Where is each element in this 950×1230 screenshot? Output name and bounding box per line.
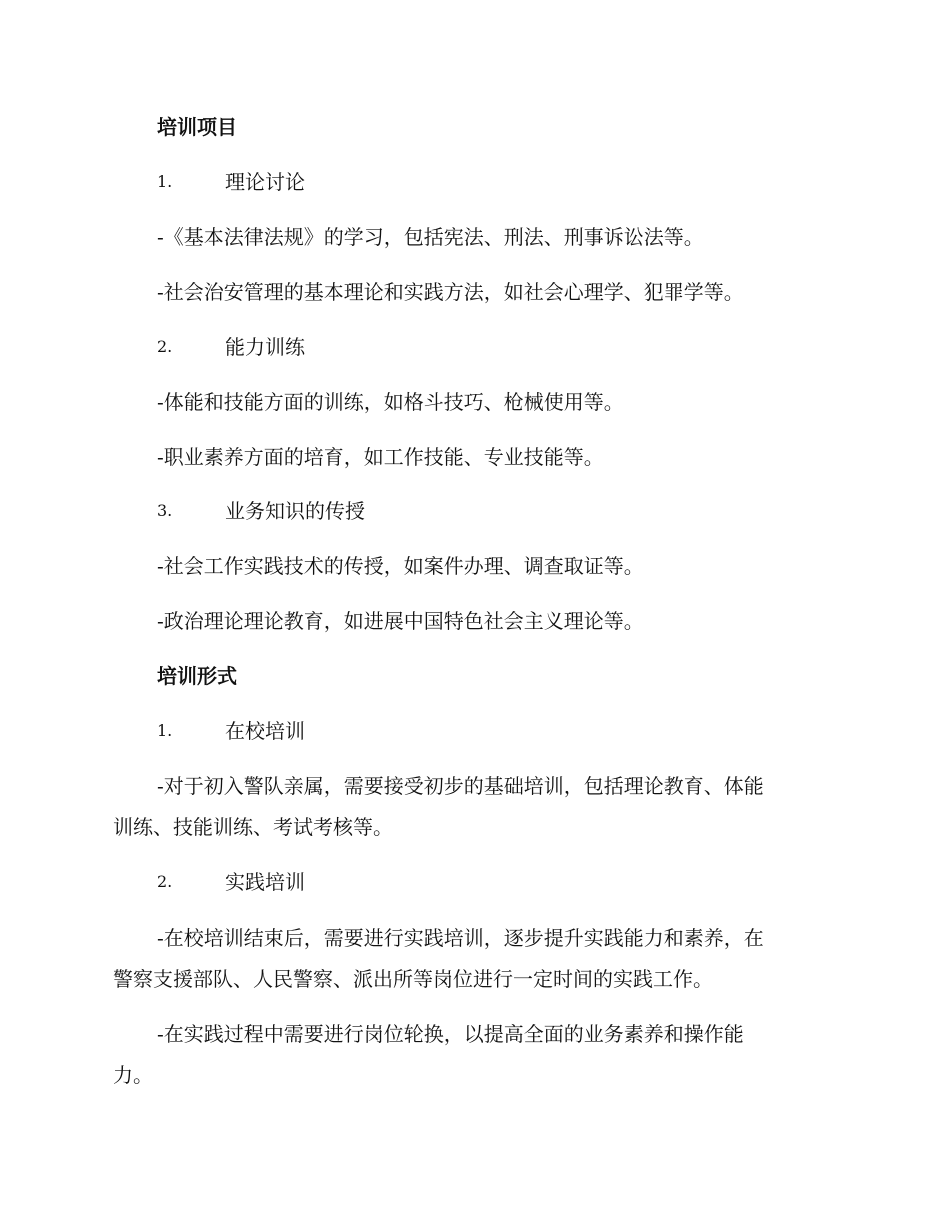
item-title-business: 业务知识的传授 bbox=[225, 499, 365, 523]
bullet-text: -社会工作实践技术的传授，如案件办理、调查取证等。 bbox=[157, 554, 644, 578]
paragraph-line: -在校培训结束后，需要进行实践培训，逐步提升实践能力和素养，在 bbox=[157, 926, 764, 950]
paragraph-line: 力。 bbox=[113, 1063, 153, 1087]
bullet-text: -《基本法律法规》的学习，包括宪法、刑法、刑事诉讼法等。 bbox=[157, 225, 704, 249]
item-title-ability: 能力训练 bbox=[225, 335, 305, 359]
item-number: 1. bbox=[157, 721, 173, 740]
item-number: 2. bbox=[157, 872, 173, 891]
bullet-text: -体能和技能方面的训练，如格斗技巧、枪械使用等。 bbox=[157, 390, 624, 414]
section-heading-training-items: 培训项目 bbox=[157, 115, 237, 139]
paragraph-line: -对于初入警队亲属，需要接受初步的基础培训，包括理论教育、体能 bbox=[157, 774, 764, 798]
paragraph-line: -在实践过程中需要进行岗位轮换，以提高全面的业务素养和操作能 bbox=[157, 1022, 744, 1046]
item-number: 1. bbox=[157, 172, 173, 191]
section-heading-training-forms: 培训形式 bbox=[157, 664, 237, 688]
item-title-practice: 实践培训 bbox=[225, 870, 305, 894]
bullet-text: -社会治安管理的基本理论和实践方法，如社会心理学、犯罪学等。 bbox=[157, 280, 744, 304]
bullet-text: -政治理论理论教育，如进展中国特色社会主义理论等。 bbox=[157, 609, 644, 633]
item-number: 3. bbox=[157, 501, 173, 520]
item-title-school: 在校培训 bbox=[225, 719, 305, 743]
paragraph-line: 训练、技能训练、考试考核等。 bbox=[113, 815, 393, 839]
item-number: 2. bbox=[157, 337, 173, 356]
bullet-text: -职业素养方面的培育，如工作技能、专业技能等。 bbox=[157, 445, 604, 469]
item-title-theory: 理论讨论 bbox=[225, 170, 305, 194]
paragraph-line: 警察支援部队、人民警察、派出所等岗位进行一定时间的实践工作。 bbox=[113, 967, 713, 991]
